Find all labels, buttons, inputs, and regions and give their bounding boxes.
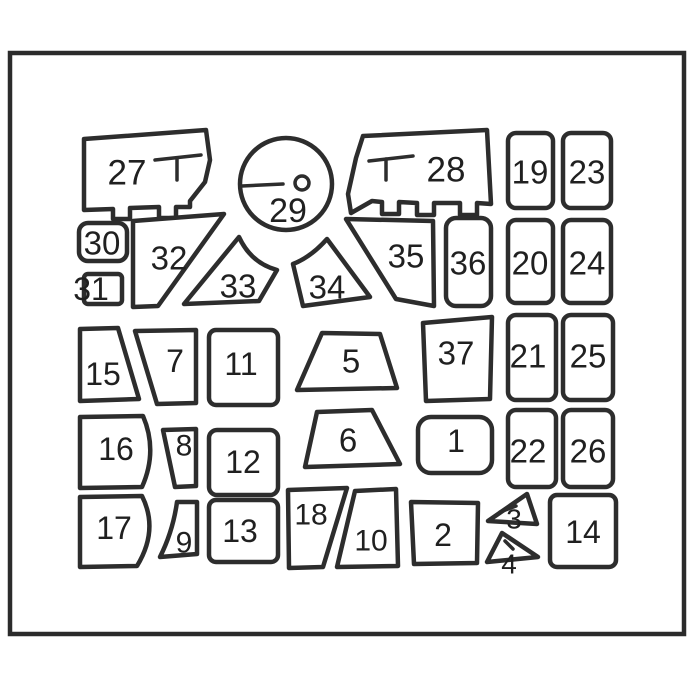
- shape-number-20: 20: [511, 244, 549, 282]
- shape-number-25: 25: [569, 337, 607, 375]
- shape-number-28: 28: [426, 150, 466, 190]
- shape-number-1: 1: [447, 423, 465, 459]
- shape-number-16: 16: [98, 431, 134, 467]
- shape-number-24: 24: [568, 244, 606, 282]
- shape-number-7: 7: [166, 343, 184, 379]
- shape-number-3: 3: [506, 503, 522, 535]
- shape-number-29: 29: [269, 192, 307, 230]
- shape-number-23: 23: [568, 153, 606, 191]
- shape-number-9: 9: [175, 526, 193, 560]
- shape-number-2: 2: [434, 517, 452, 553]
- shape-number-30: 30: [83, 224, 121, 262]
- shape-number-8: 8: [175, 429, 193, 463]
- shape-number-15: 15: [85, 356, 121, 392]
- shape-number-12: 12: [225, 444, 261, 480]
- shape-number-17: 17: [96, 510, 132, 546]
- shape-number-33: 33: [219, 267, 257, 305]
- shape-number-22: 22: [509, 432, 547, 470]
- shape-number-14: 14: [565, 514, 601, 550]
- diagram-shape-27: [84, 130, 210, 219]
- diagram-shape-28: [348, 130, 491, 215]
- shape-number-5: 5: [341, 342, 361, 380]
- shape-number-32: 32: [150, 239, 188, 277]
- shape-number-13: 13: [222, 513, 258, 549]
- shape-number-37: 37: [437, 334, 475, 372]
- shape-number-6: 6: [338, 421, 358, 459]
- shape-number-4: 4: [501, 548, 517, 580]
- shape-number-36: 36: [449, 244, 487, 282]
- shape-number-35: 35: [387, 237, 425, 275]
- shape-number-27: 27: [107, 153, 147, 193]
- shape-number-19: 19: [511, 153, 549, 191]
- shape-number-34: 34: [308, 268, 346, 306]
- shape-number-18: 18: [294, 498, 328, 532]
- shape-number-26: 26: [569, 432, 607, 470]
- detail-29-line: [242, 184, 283, 186]
- shape-number-11: 11: [224, 346, 258, 382]
- shape-number-31: 31: [73, 271, 109, 307]
- shape-number-10: 10: [354, 524, 388, 558]
- shape-number-21: 21: [509, 337, 547, 375]
